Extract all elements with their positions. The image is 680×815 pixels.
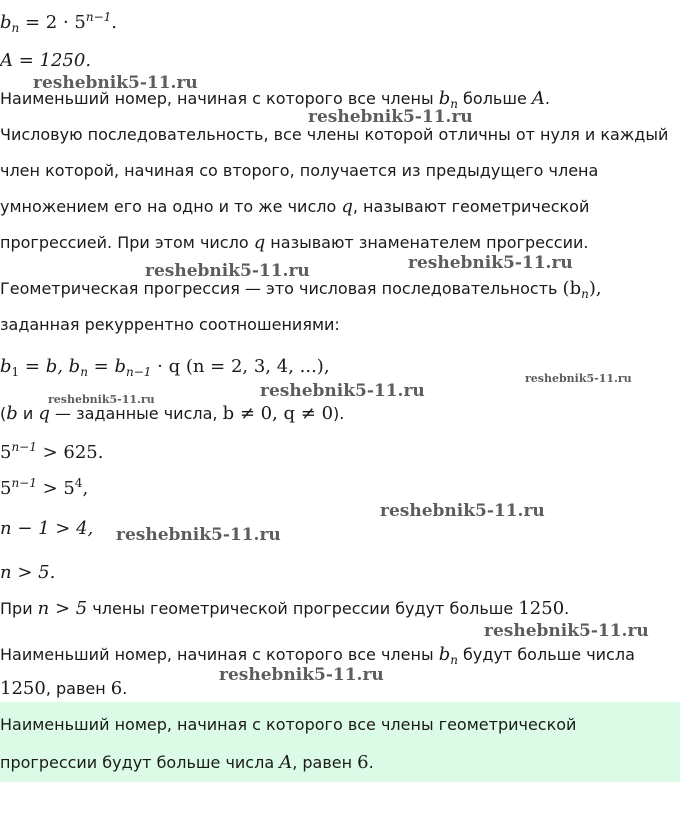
inequality-3: n − 1 > 4,	[0, 518, 94, 539]
conclusion: При n > 5 члены геометрической прогрессии будут больше 1250.	[0, 598, 570, 619]
geometric-definition-line-2: заданная рекуррентно соотношениями:	[0, 315, 340, 334]
watermark: reshebnik5-11.ru	[219, 665, 384, 685]
watermark: reshebnik5-11.ru	[48, 393, 155, 406]
answer-line-1: Наименьший номер, начиная с которого все члены геометрической	[0, 715, 577, 734]
watermark: reshebnik5-11.ru	[33, 73, 198, 93]
inequality-2: $5^{n-1} > 5^4$,	[0, 476, 89, 499]
inequality-1: $5^{n-1} > 625$.	[0, 440, 104, 463]
inequality-4: n > 5.	[0, 562, 56, 583]
watermark: reshebnik5-11.ru	[484, 621, 649, 641]
watermark: reshebnik5-11.ru	[408, 253, 573, 273]
watermark: reshebnik5-11.ru	[525, 372, 632, 385]
watermark: reshebnik5-11.ru	[260, 381, 425, 401]
recurrence-formula: $b_1 = b$, $b_n = b_{n-1} \cdot q$ (n = 2, 3, 4, ...),	[0, 356, 330, 379]
given-conditions: (b и q — заданные числа, b ≠ 0, q ≠ 0).	[0, 403, 345, 424]
task-statement: Наименьший номер, начиная с которого все члены $b_n$ больше A.	[0, 88, 551, 111]
definition-line-2: член которой, начиная со второго, получается из предыдущего члена	[0, 161, 599, 180]
definition-line-4: прогрессией. При этом число q называют знаменателем прогрессии.	[0, 232, 589, 253]
answer-line-2: прогрессии будут больше числа A, равен 6.	[0, 752, 374, 773]
definition-line-3: умножением его на одно и то же число q, называют геометрической	[0, 196, 590, 217]
formula-bn: $b_n = 2 \cdot 5^{n-1}$.	[0, 10, 118, 35]
result-line-1: Наименьший номер, начиная с которого все члены $b_n$ будут больше числа	[0, 644, 635, 667]
watermark: reshebnik5-11.ru	[145, 261, 310, 281]
watermark: reshebnik5-11.ru	[116, 525, 281, 545]
watermark: reshebnik5-11.ru	[308, 107, 473, 127]
formula-a: A = 1250.	[0, 50, 92, 71]
geometric-definition-line-1: Геометрическая прогрессия — это числовая последовательность $(b_n)$,	[0, 278, 602, 301]
watermark: reshebnik5-11.ru	[380, 501, 545, 521]
result-line-2: 1250, равен 6.	[0, 678, 128, 699]
definition-line-1: Числовую последовательность, все члены которой отличны от нуля и каждый	[0, 125, 669, 144]
